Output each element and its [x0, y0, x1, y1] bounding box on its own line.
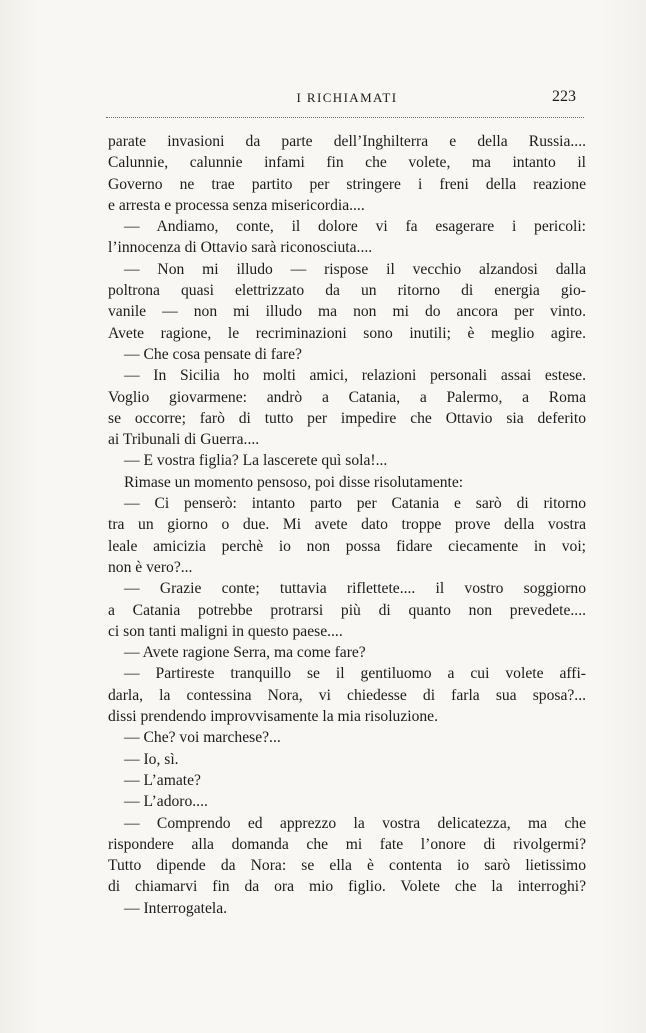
text-line: a Catania potrebbe protrarsi più di quanto non prevedete.... — [108, 601, 586, 619]
header-rule — [106, 117, 584, 118]
text-line: Voglio giovarmene: andrò a Catania, a Palermo, a Roma — [108, 388, 586, 406]
text-line: — Partireste tranquillo se il gentiluomo a cui volete affi- — [124, 665, 586, 683]
text-line: Avete ragione, le recriminazioni sono inutili; è meglio agire. — [108, 324, 586, 342]
text-line: — Grazie conte; tuttavia riflettete.... il vostro soggiorno — [124, 580, 586, 598]
text-line: Rimase un momento pensoso, poi disse risolutamente: — [124, 473, 464, 491]
text-line: — E vostra figlia? La lascerete quì sola!... — [124, 452, 388, 470]
text-line: — L’adoro.... — [124, 793, 208, 811]
text-line: — L’amate? — [124, 771, 201, 789]
running-title: I RICHIAMATI — [296, 90, 398, 105]
text-line: vanile — non mi illudo ma non mi do ancora per vinto. — [108, 303, 586, 321]
text-line: ai Tribunali di Guerra.... — [108, 431, 260, 449]
running-head — [108, 88, 586, 110]
text-line: dissi prendendo improvvisamente la mia risoluzione. — [108, 708, 438, 726]
text-line: poltrona quasi elettrizzato da un ritorno di energia gio- — [108, 282, 586, 300]
text-line: — Io, sì. — [124, 750, 179, 768]
text-line: darla, la contessina Nora, vi chiedesse di farla sua sposa?... — [108, 686, 586, 704]
text-line: Tutto dipende da Nora: se ella è contenta io sarò lietissimo — [108, 857, 586, 875]
text-line: — In Sicilia ho molti amici, relazioni personali assai estese. — [124, 367, 586, 385]
text-line: — Andiamo, conte, il dolore vi fa esagerare i pericoli: — [124, 218, 586, 236]
text-line: Calunnie, calunnie infami fin che volete, ma intanto il — [108, 154, 586, 172]
text-line: rispondere alla domanda che mi fate l’onore di rivolgermi? — [108, 835, 586, 853]
text-line: ci son tanti maligni in questo paese.... — [108, 622, 343, 640]
text-line: — Che cosa pensate di fare? — [124, 345, 302, 363]
text-line: di chiamarvi fin da ora mio figlio. Volete che la interroghi? — [108, 878, 586, 896]
text-line: non è vero?... — [108, 558, 193, 576]
text-line: l’innocenza di Ottavio sarà riconosciuta.... — [108, 239, 373, 257]
text-line: e arresta e processa senza misericordia.... — [108, 196, 365, 214]
text-line: tra un giorno o due. Mi avete dato troppe prove della vostra — [108, 516, 586, 534]
text-line: — Ci penserò: intanto parto per Catania e sarò di ritorno — [124, 495, 586, 513]
body-text — [108, 131, 586, 919]
text-line: leale amicizia perchè io non possa fidare ciecamente in voi; — [108, 537, 586, 555]
text-line: — Interrogatela. — [124, 899, 228, 917]
text-line: se occorre; farò di tutto per impedire che Ottavio sia deferito — [108, 409, 586, 427]
text-line: — Comprendo ed apprezzo la vostra delicatezza, ma che — [124, 814, 586, 832]
text-line: — Avete ragione Serra, ma come fare? — [124, 644, 366, 662]
text-line: parate invasioni da parte dell’Inghilterra e della Russia.... — [108, 133, 586, 150]
page-number: 223 — [552, 88, 576, 105]
text-line: — Non mi illudo — rispose il vecchio alzandosi dalla — [124, 260, 586, 278]
text-line: — Che? voi marchese?... — [124, 729, 281, 747]
text-line: Governo ne trae partito per stringere i freni della reazione — [108, 175, 586, 193]
